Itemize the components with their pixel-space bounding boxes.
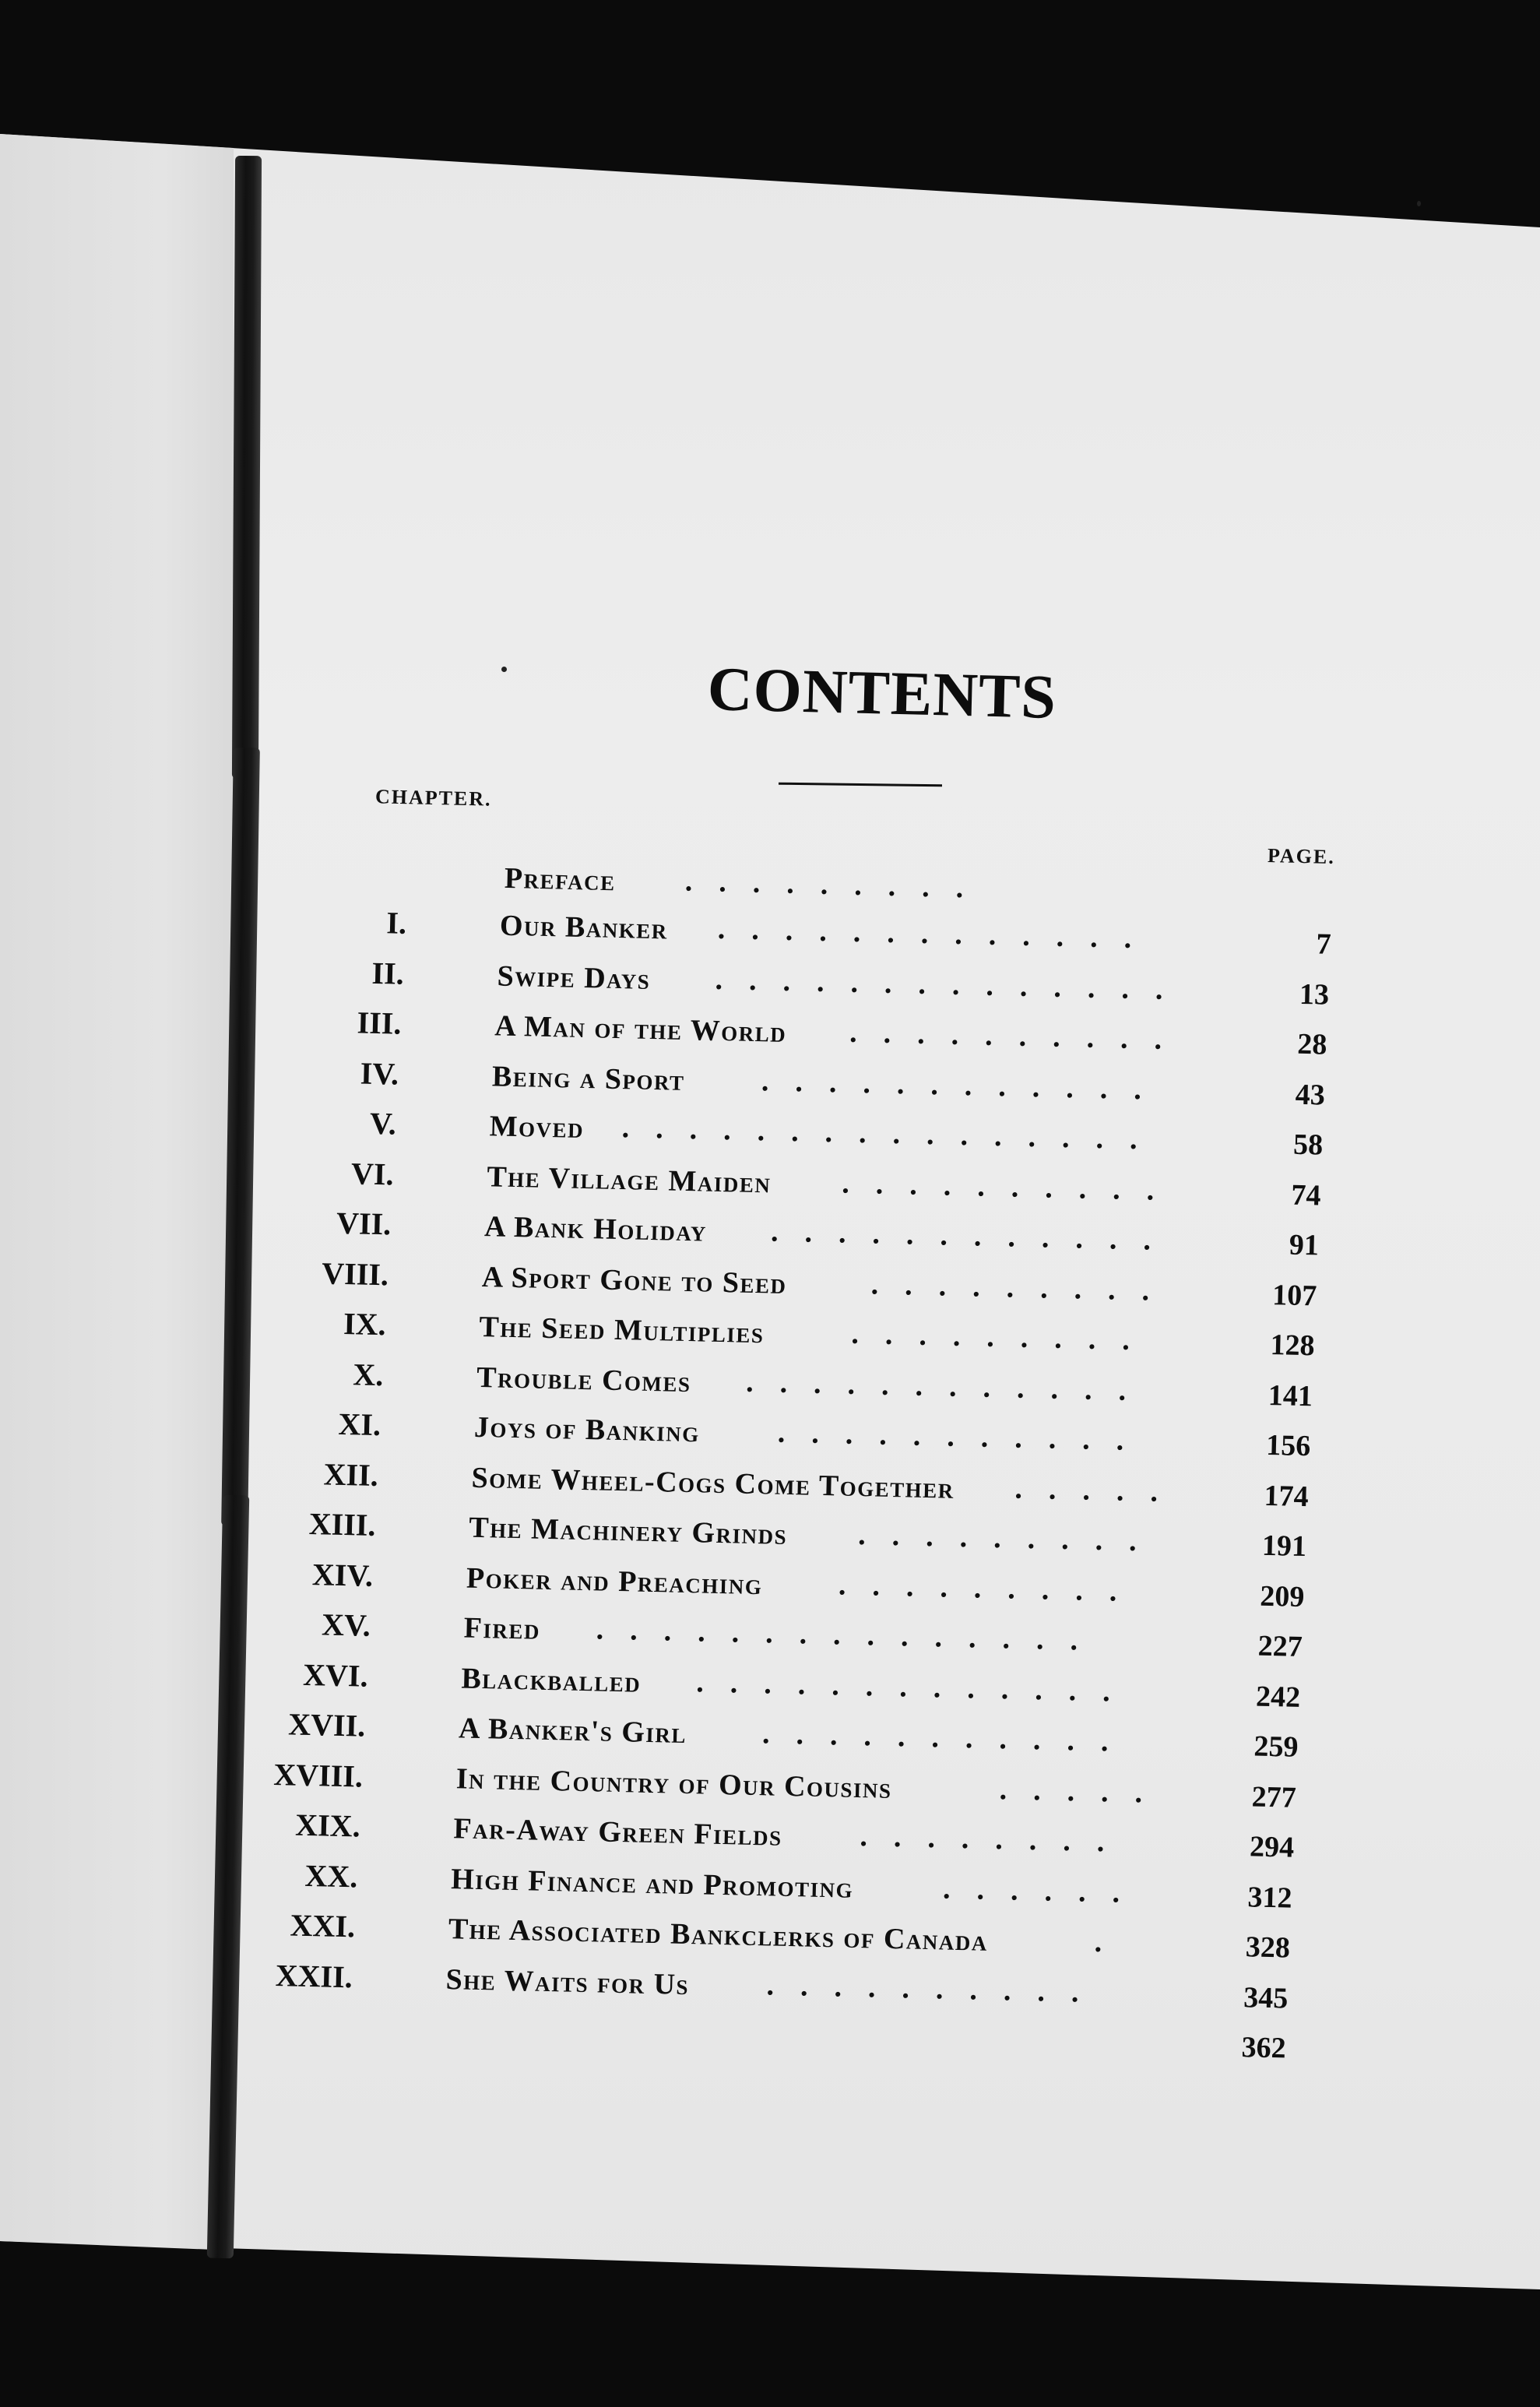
leader-dots: ..............	[715, 962, 1190, 1007]
chapter-title: The Machinery Grinds	[468, 1511, 788, 1551]
chapter-title: Blackballed	[461, 1661, 642, 1699]
leader-dots: ......	[942, 1871, 1147, 1909]
chapter-numeral: XIII.	[308, 1506, 376, 1543]
leader-dots: ............	[745, 1365, 1153, 1408]
page-number: 227	[1257, 1629, 1303, 1663]
chapter-title: Poker and Preaching	[466, 1561, 763, 1601]
leader-dots: .....	[999, 1772, 1169, 1810]
page-number: 209	[1259, 1579, 1305, 1613]
leader-dots: ...........	[761, 1717, 1135, 1759]
leader-dots: ..........	[766, 1968, 1106, 2009]
page-number: 242	[1255, 1680, 1301, 1714]
page-number: 174	[1264, 1479, 1310, 1513]
page-number: 312	[1247, 1880, 1293, 1915]
page-number: 156	[1265, 1428, 1311, 1463]
leader-dots: ..........	[841, 1167, 1181, 1207]
chapter-numeral: IX.	[343, 1306, 387, 1343]
chapter-title: Far-Away Green Fields	[453, 1812, 783, 1853]
chapter-numeral: XIV.	[311, 1556, 374, 1593]
page-number: 107	[1271, 1278, 1317, 1312]
chapter-numeral: XIX.	[294, 1807, 361, 1844]
chapter-title: A Man of the World	[494, 1009, 787, 1049]
chapter-numeral	[218, 2005, 350, 2008]
chapter-numeral: XXII.	[275, 1957, 353, 1994]
chapter-title: A Bank Holiday	[483, 1210, 708, 1248]
chapter-column-heading: CHAPTER.	[374, 785, 492, 811]
chapter-title: She Waits for Us	[445, 1962, 690, 2001]
page-number: 91	[1289, 1228, 1320, 1262]
page-number: 328	[1245, 1930, 1291, 1965]
chapter-numeral: XXI.	[290, 1907, 356, 1944]
page-number: 128	[1270, 1328, 1316, 1363]
chapter-title: Being a Sport	[491, 1059, 686, 1097]
chapter-numeral: X.	[352, 1356, 384, 1392]
chapter-title: Our Banker	[499, 909, 669, 946]
chapter-numeral: XVII.	[287, 1706, 366, 1744]
page-number: 7	[1316, 927, 1332, 961]
leader-dots: ........	[860, 1820, 1131, 1859]
page-number: 277	[1251, 1779, 1297, 1814]
page-column-heading: PAGE.	[1267, 844, 1336, 868]
chapter-numeral: V.	[369, 1105, 397, 1142]
chapter-numeral: I.	[385, 905, 407, 941]
chapter-numeral: II.	[371, 955, 405, 991]
chapter-numeral: III.	[357, 1005, 402, 1041]
page-title: CONTENTS	[706, 654, 1057, 732]
chapter-numeral: XVI.	[302, 1656, 369, 1694]
page-number: 259	[1253, 1730, 1299, 1764]
chapter-title: The Seed Multiplies	[479, 1310, 765, 1350]
chapter-title: A Banker's Girl	[458, 1712, 687, 1751]
chapter-title: The Village Maiden	[486, 1160, 772, 1199]
page-number: 191	[1261, 1529, 1307, 1564]
leader-dots: ............	[770, 1215, 1178, 1258]
leader-dots: .........	[684, 864, 990, 906]
page-number: 74	[1291, 1178, 1321, 1212]
leader-dots: ................	[621, 1111, 1165, 1156]
chapter-title: High Finance and Promoting	[450, 1862, 854, 1905]
leader-dots: ...........	[777, 1416, 1151, 1458]
chapter-numeral: VI.	[350, 1155, 395, 1191]
leader-dots: ..........	[849, 1015, 1189, 1057]
leader-dots: .........	[851, 1317, 1157, 1357]
chapter-title: Fired	[463, 1611, 541, 1646]
chapter-title: The Associated Bankclerks of Canada	[448, 1913, 989, 1958]
leader-dots: .........	[870, 1267, 1176, 1307]
leader-dots: .............	[717, 912, 1159, 955]
leader-dots: .........	[857, 1518, 1164, 1558]
page-number: 43	[1295, 1078, 1326, 1112]
leader-dots: .............	[695, 1665, 1137, 1708]
chapter-numeral: VIII.	[321, 1255, 389, 1292]
chapter-numeral: XV.	[321, 1606, 371, 1643]
preface-title: Preface	[504, 861, 617, 898]
chapter-title: Joys of Banking	[473, 1410, 701, 1449]
chapter-numeral: VII.	[336, 1205, 392, 1242]
chapter-title: In the Country of Our Cousins	[455, 1761, 893, 1805]
chapter-title: Some Wheel-Cogs Come Together	[471, 1461, 955, 1505]
chapter-numeral: XII.	[323, 1455, 379, 1493]
page-number: 13	[1299, 977, 1330, 1012]
leader-dots: .	[1094, 1925, 1129, 1959]
chapter-numeral: IV.	[360, 1055, 399, 1092]
chapter-title: Trouble Comes	[476, 1360, 692, 1399]
page-number: 362	[1241, 2031, 1287, 2065]
leader-dots: ...............	[596, 1613, 1105, 1658]
page-number: 345	[1243, 1980, 1289, 2015]
leader-dots: .........	[838, 1568, 1144, 1608]
chapter-numeral: XI.	[338, 1406, 381, 1443]
leader-dots: ............	[761, 1064, 1169, 1107]
chapter-title: A Sport Gone to Seed	[481, 1260, 788, 1300]
page-number: 28	[1296, 1027, 1327, 1061]
leader-dots: .....	[1014, 1472, 1185, 1509]
chapter-title: Moved	[489, 1110, 585, 1145]
chapter-numeral: XX.	[304, 1857, 358, 1894]
chapter-title: Swipe Days	[497, 959, 651, 996]
page-number: 58	[1292, 1128, 1324, 1162]
page-number: 294	[1249, 1830, 1295, 1864]
page-number: 141	[1268, 1378, 1313, 1413]
chapter-numeral: XVIII.	[272, 1756, 364, 1794]
